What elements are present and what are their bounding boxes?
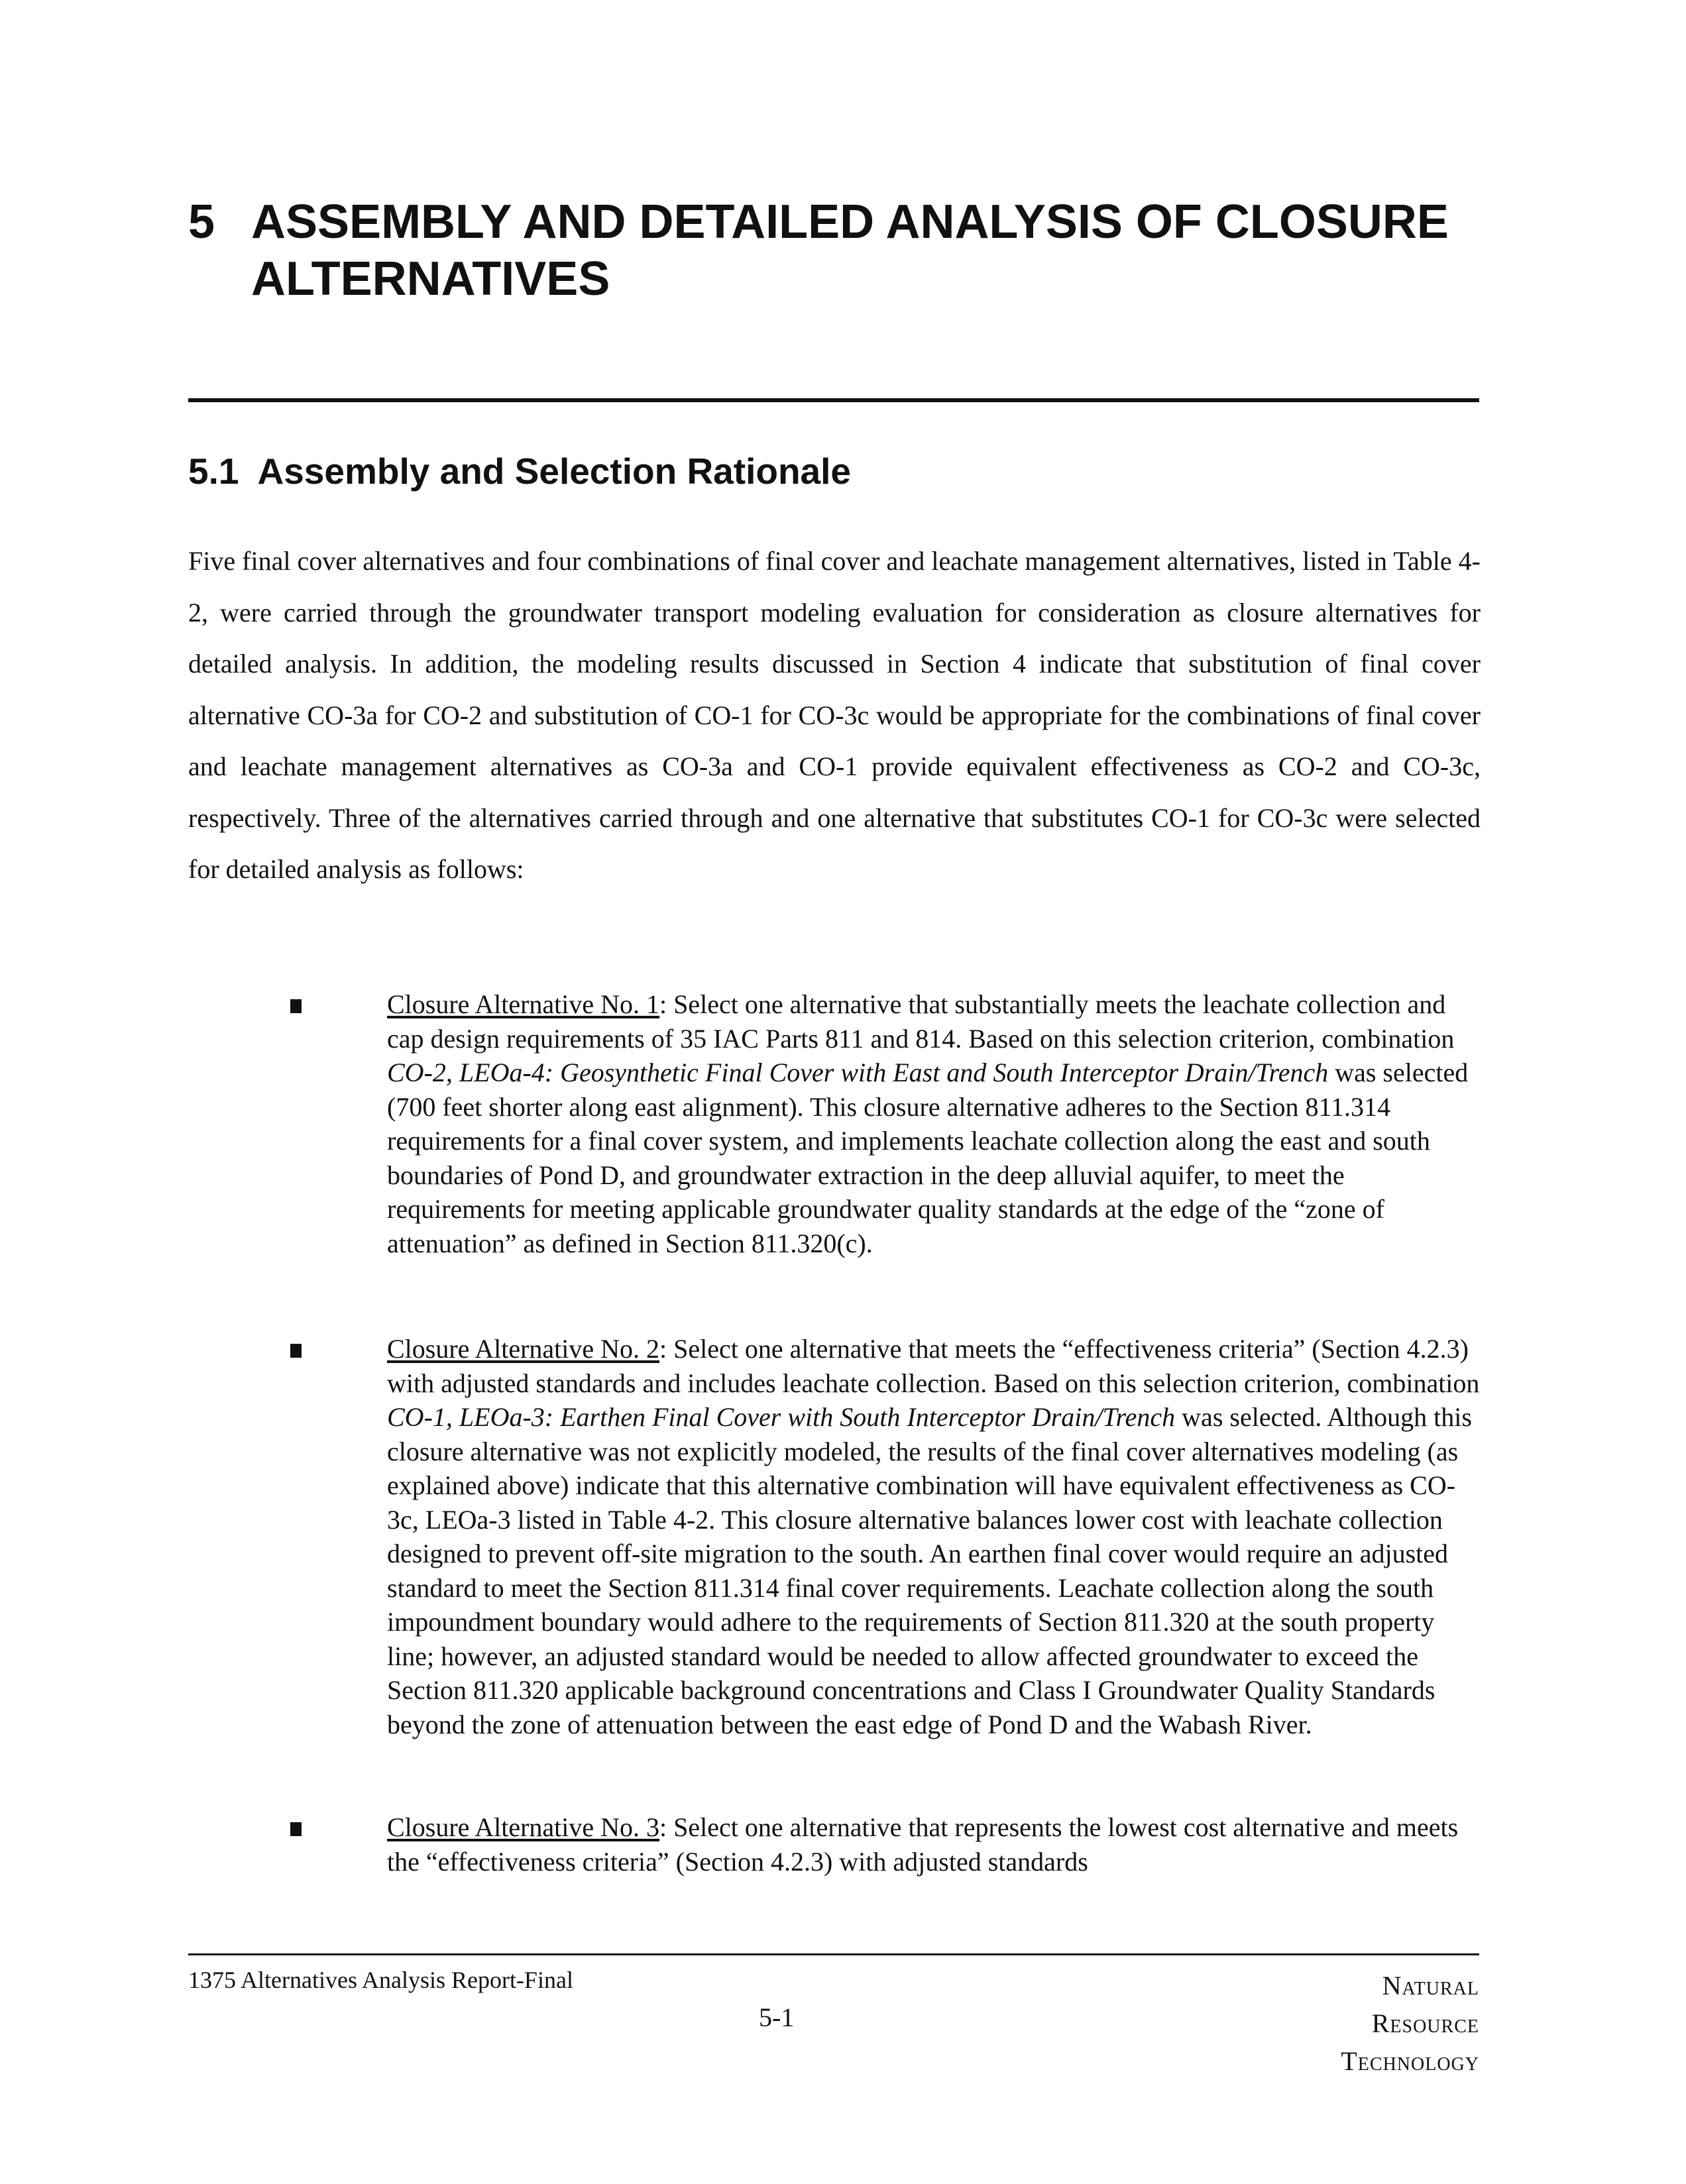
alternative-lead: : Select one alternative that represents the lowest cost alternative and meets the “effectiveness criteria” (Section 4.2.3) with adjusted standards xyxy=(387,1812,1459,1877)
company-name-line: Technology xyxy=(1341,2046,1479,2076)
square-bullet-icon xyxy=(290,999,302,1013)
alternative-label: Closure Alternative No. 1 xyxy=(387,989,660,1019)
list-item xyxy=(0,987,1686,1260)
chapter-title-text: ASSEMBLY AND DETAILED ANALYSIS OF CLOSURE ALTERNATIVES xyxy=(251,195,1449,305)
alternative-text xyxy=(387,987,1481,1260)
alternatives-list xyxy=(0,987,1686,1877)
alternative-text xyxy=(387,1810,1481,1879)
alternative-text xyxy=(387,1332,1481,1741)
alternative-combination: CO-2, LEOa-4: Geosynthetic Final Cover with East and South Interceptor Drain/Trench xyxy=(387,1058,1329,1087)
company-name-line: Resource xyxy=(1371,2008,1479,2038)
alternative-lead: : Select one alternative that substantially meets the leachate collection and cap design requirements of 35 IAC Parts 811 and 814. Based on this selection criterion, combination xyxy=(387,989,1455,1054)
company-name-line: Natural xyxy=(1382,1971,1479,2000)
company-logo xyxy=(1341,1967,1479,2080)
alternative-lead: : Select one alternative that meets the “effectiveness criteria” (Section 4.2.3) with adjusted standards and includes leachate collection. Based on this selection criterion, combination xyxy=(387,1334,1480,1398)
footer-document-title: 1375 Alternatives Analysis Report-Final xyxy=(188,1967,573,1993)
section-number: 5.1 xyxy=(188,451,239,492)
alternative-label: Closure Alternative No. 2 xyxy=(387,1334,660,1364)
intro-paragraph: Five final cover alternatives and four combinations of final cover and leachate management alternatives, listed in Table 4-2, were carried through the groundwater transport modeling evaluation for consideration as closure alternatives for detailed analysis. In addition, the modeling results discussed in Section 4 indicate that substitution of final cover alternative CO-3a for CO-2 and substitution of CO-1 for CO-3c would be appropriate for the combinations of final cover and leachate management alternatives as CO-3a and CO-1 provide equivalent effectiveness as CO-2 and CO-3c, respectively. Three of the alternatives carried through and one alternative that substitutes CO-1 for CO-3c were selected for detailed analysis as follows: xyxy=(188,546,1481,884)
square-bullet-icon xyxy=(290,1822,302,1836)
chapter-title xyxy=(188,193,1514,307)
alternative-combination: CO-1, LEOa-3: Earthen Final Cover with South Interceptor Drain/Trench xyxy=(387,1402,1176,1432)
header-divider xyxy=(188,398,1479,402)
page-number: 5-1 xyxy=(759,2002,795,2032)
alternative-rest: was selected. Although this closure alternative was not explicitly modeled, the results of the final cover alternatives modeling (as explained above) indicate that this alternative combination will have equivalent effectiveness as CO-3c, LEOa-3 listed in Table 4-2. This closure alternative balances lower cost with leachate collection designed to prevent off-site migration to the south. An earthen final cover would require an adjusted standard to meet the Section 811.314 final cover requirements. Leachate collection along the south impoundment boundary would adhere to the requirements of Section 811.320 at the south property line; however, an adjusted standard would be needed to allow affected groundwater to exceed the Section 811.320 applicable background concentrations and Class I Groundwater Quality Standards beyond the zone of attenuation between the east edge of Pond D and the Wabash River. xyxy=(387,1402,1472,1739)
section-heading xyxy=(188,448,851,494)
section-title: Assembly and Selection Rationale xyxy=(257,451,852,492)
list-item xyxy=(0,1810,1686,1879)
alternative-rest: was selected (700 feet shorter along east alignment). This closure alternative adheres to the Section 811.314 requirements for a final cover system, and implements leachate collection along the east and south boundaries of Pond D, and groundwater extraction in the deep alluvial aquifer, to meet the requirements for meeting applicable groundwater quality standards at the edge of the “zone of attenuation” as defined in Section 811.320(c). xyxy=(387,1058,1469,1258)
square-bullet-icon xyxy=(290,1344,302,1358)
footer-divider xyxy=(188,1953,1479,1955)
alternative-label: Closure Alternative No. 3 xyxy=(387,1812,660,1842)
chapter-number: 5 xyxy=(188,195,215,248)
list-item xyxy=(0,1332,1686,1741)
